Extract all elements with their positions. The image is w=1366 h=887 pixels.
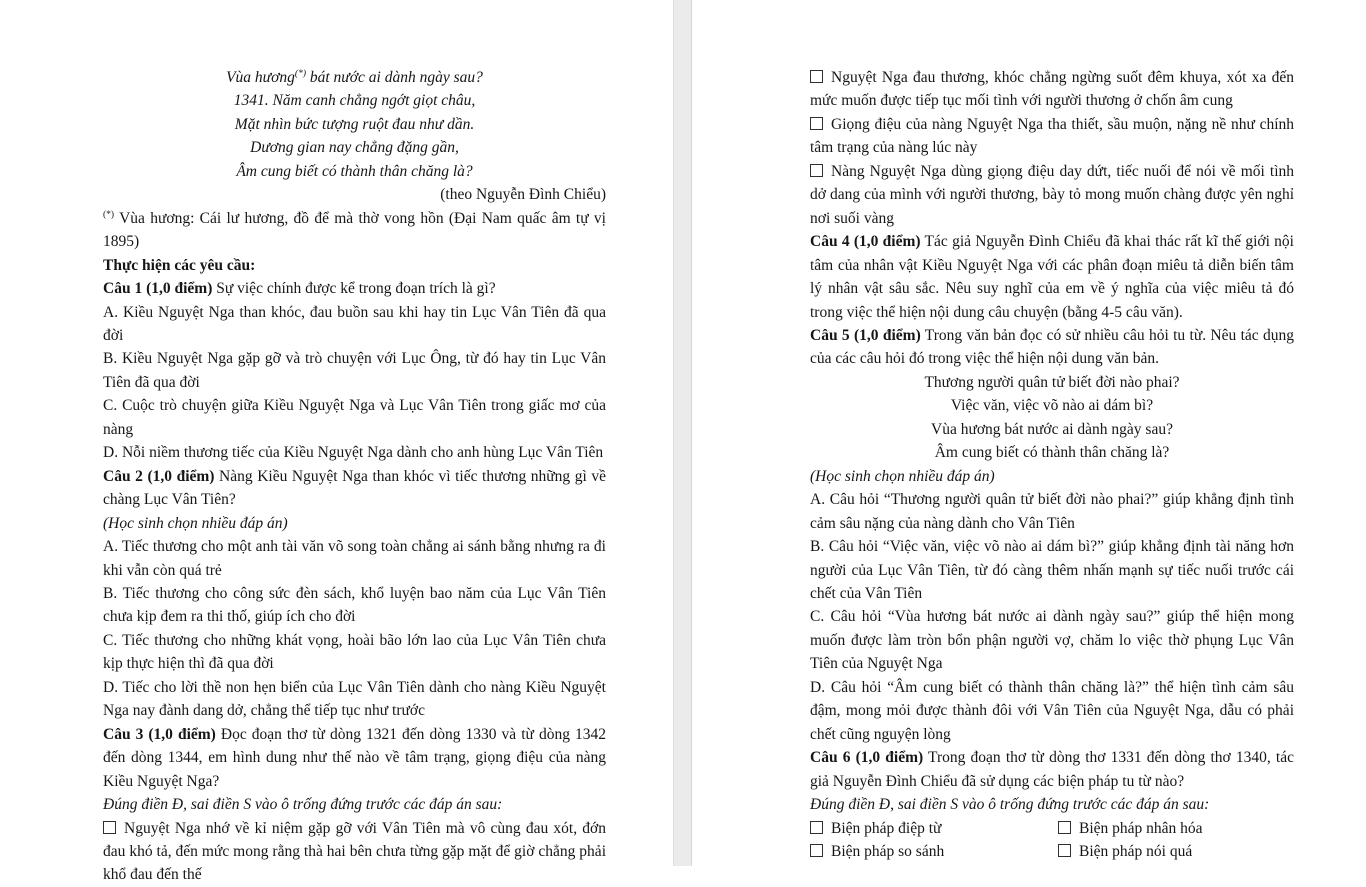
- checkbox-icon: [810, 164, 823, 177]
- true-false-instruction: Đúng điền Đ, sai điền S vào ô trống đứng trước các đáp án sau:: [810, 796, 1210, 814]
- poem-line: Vùa hương(*) bát nước ai dành ngày sau?: [226, 68, 483, 86]
- question-5-option-c: C. Câu hỏi “Vùa hương bát nước ai dành ngày sau?” giúp thể hiện mong muốn được làm tròn bổn phận người vợ, chăm lo việc thờ phụng Lục Vân Tiên của Nguyệt Nga: [810, 608, 1294, 673]
- question-2-option-b: B. Tiếc thương cho công sức đèn sách, khổ luyện bao năm của Lục Vân Tiên chưa kịp đem ra thi thố, giúp ích cho đời: [103, 584, 606, 626]
- checkbox-item: Nguyệt Nga nhớ về kỉ niệm gặp gỡ với Vân Tiên mà vô cùng đau xót, đớn đau khó tả, đến mức mong rằng thà hai bên chưa từng gặp mặt để giờ chẳng phải khổ đau đến thế: [103, 819, 606, 884]
- checkbox-icon: [1058, 844, 1071, 857]
- question-6-label: Câu 6 (1,0 điểm): [810, 749, 924, 767]
- question-1-label: Câu 1 (1,0 điểm): [103, 280, 213, 298]
- checkbox-item: Biện pháp nhân hóa: [1058, 817, 1294, 840]
- checkbox-grid: [810, 817, 1294, 864]
- question-1-option-c: C. Cuộc trò chuyện giữa Kiều Nguyệt Nga và Lục Vân Tiên trong giấc mơ của nàng: [103, 397, 606, 438]
- right-page: [692, 0, 1366, 866]
- checkbox-item: Nàng Nguyệt Nga dùng giọng điệu day dứt, tiếc nuối để nói về mối tình dở dang của mình với người thương, bày tỏ mong muốn chàng được yên nghỉ nơi suối vàng: [810, 162, 1294, 227]
- footnote-marker: (*): [294, 68, 306, 79]
- checkbox-icon: [103, 821, 116, 834]
- poem-attribution: (theo Nguyễn Đình Chiểu): [440, 186, 606, 204]
- question-2-option-d: D. Tiếc cho lời thề non hẹn biển của Lục Vân Tiên dành cho nàng Kiều Nguyệt Nga nay đành dang dở, chẳng thể tiếp tục như trước: [103, 678, 606, 720]
- question-1-option-b: B. Kiều Nguyệt Nga gặp gỡ và trò chuyện với Lục Ông, từ đó hay tin Lục Vân Tiên đã qua đời: [103, 350, 606, 391]
- checkbox-icon: [810, 117, 823, 130]
- left-page: [0, 0, 673, 884]
- question-2-option-a: A. Tiếc thương cho một anh tài văn võ song toàn chẳng ai sánh bằng nhưng ra đi khi vẫn còn quá trẻ: [103, 538, 606, 579]
- question-3-label: Câu 3 (1,0 điểm): [103, 725, 216, 743]
- true-false-instruction: Đúng điền Đ, sai điền S vào ô trống đứng trước các đáp án sau:: [103, 796, 503, 814]
- question-5-option-d: D. Câu hỏi “Âm cung biết có thành thân chăng là?” thể hiện tình cảm sâu đậm, mong mỏi được thành đôi với Vân Tiên của Nguyệt Nga, dẫu có phải chết cũng nguyện lòng: [810, 678, 1294, 743]
- question-5-label: Câu 5 (1,0 điểm): [810, 326, 921, 344]
- poem-line: Dương gian nay chẳng đặng gần,: [250, 139, 459, 157]
- poem-line: 1341. Năm canh chẳng ngớt giọt châu,: [233, 92, 476, 110]
- question-3: Câu 3 (1,0 điểm) Đọc đoạn thơ từ dòng 1321 đến dòng 1330 và từ dòng 1342 đến dòng 1344, em hình dung như thế nào về tâm trạng, giọng điệu của nàng Kiều Nguyệt Nga?: [103, 725, 606, 790]
- question-5-option-a: A. Câu hỏi “Thương người quân tử biết đời nào phai?” giúp khẳng định tình cảm sâu nặng của nàng dành cho Vân Tiên: [810, 491, 1294, 532]
- section-heading: Thực hiện các yêu cầu:: [103, 256, 256, 274]
- checkbox-icon: [810, 821, 823, 834]
- page-gap: [673, 0, 692, 866]
- checkbox-icon: [810, 844, 823, 857]
- checkbox-item: Biện pháp điệp từ: [810, 817, 1058, 840]
- checkbox-item: Nguyệt Nga đau thương, khóc chẳng ngừng suốt đêm khuya, xót xa đến mức muốn được tiếp tục mối tình với người thương ở chốn âm cung: [810, 69, 1294, 110]
- poem-line: Âm cung biết có thành thân chăng là?: [236, 162, 473, 180]
- question-6: Câu 6 (1,0 điểm) Trong đoạn thơ từ dòng thơ 1331 đến dòng thơ 1340, tác giả Nguyễn Đình Chiểu đã sử dụng các biện pháp tu từ nào?: [810, 749, 1294, 790]
- question-1-option-d: D. Nỗi niềm thương tiếc của Kiều Nguyệt Nga dành cho anh hùng Lục Vân Tiên: [103, 444, 604, 462]
- checkbox-item: Giọng điệu của nàng Nguyệt Nga tha thiết, sầu muộn, nặng nề như chính tâm trạng của nàng lúc này: [810, 115, 1294, 157]
- footnote: (*) Vùa hương: Cái lư hương, đồ để mà thờ vong hồn (Đại Nam quấc âm tự vị 1895): [103, 209, 606, 251]
- checkbox-icon: [1058, 821, 1071, 834]
- checkbox-icon: [810, 70, 823, 83]
- quoted-poem-line: Việc văn, việc võ nào ai dám bì?: [950, 397, 1154, 415]
- quoted-poem-line: Vùa hương bát nước ai dành ngày sau?: [931, 420, 1173, 438]
- poem-line: Mặt nhìn bức tượng ruột đau như dần.: [234, 115, 475, 133]
- question-5-option-b: B. Câu hỏi “Việc văn, việc võ nào ai dám bì?” giúp khẳng định tài năng hơn người của Lục Vân Tiên, từ đó càng thêm nhấn mạnh sự tiếc nuối trước cái chết của Vân Tiên: [810, 538, 1294, 602]
- footnote-marker: (*): [103, 209, 115, 220]
- multi-answer-note: (Học sinh chọn nhiều đáp án): [810, 467, 995, 485]
- checkbox-item: Biện pháp nói quá: [1058, 840, 1294, 863]
- quoted-poem-line: Thương người quân tử biết đời nào phai?: [924, 373, 1180, 391]
- question-4: Câu 4 (1,0 điểm) Tác giả Nguyễn Đình Chiểu đã khai thác rất kĩ thế giới nội tâm của nhân vật Kiều Nguyệt Nga với các phân đoạn miêu tả diễn biến tâm lý nhân vật sâu sắc. Nêu suy nghĩ của em về ý nghĩa của việc miêu tả đó trong việc thể hiện nội dung câu chuyện (bằng 4-5 câu văn).: [810, 233, 1294, 321]
- checkbox-item: Biện pháp so sánh: [810, 840, 1058, 863]
- question-1-option-a: A. Kiều Nguyệt Nga than khóc, đau buồn sau khi hay tin Lục Vân Tiên đã qua đời: [103, 303, 606, 344]
- question-1: Câu 1 (1,0 điểm) Sự việc chính được kể trong đoạn trích là gì?: [103, 280, 496, 298]
- question-4-label: Câu 4 (1,0 điểm): [810, 233, 921, 251]
- question-2: Câu 2 (1,0 điểm) Nàng Kiều Nguyệt Nga than khóc vì tiếc thương những gì về chàng Lục Vân Tiên?: [103, 467, 607, 509]
- question-2-label: Câu 2 (1,0 điểm): [103, 467, 215, 485]
- question-5: Câu 5 (1,0 điểm) Trong văn bản đọc có sử nhiều câu hỏi tu từ. Nêu tác dụng của các câu hỏi đó trong việc thể hiện nội dung văn bản.: [810, 326, 1294, 368]
- quoted-poem-line: Âm cung biết có thành thân chăng là?: [934, 444, 1170, 462]
- question-2-option-c: C. Tiếc thương cho những khát vọng, hoài bão lớn lao của Lục Vân Tiên chưa kịp thực hiện thì đã qua đời: [103, 631, 606, 673]
- multi-answer-note: (Học sinh chọn nhiều đáp án): [103, 514, 288, 532]
